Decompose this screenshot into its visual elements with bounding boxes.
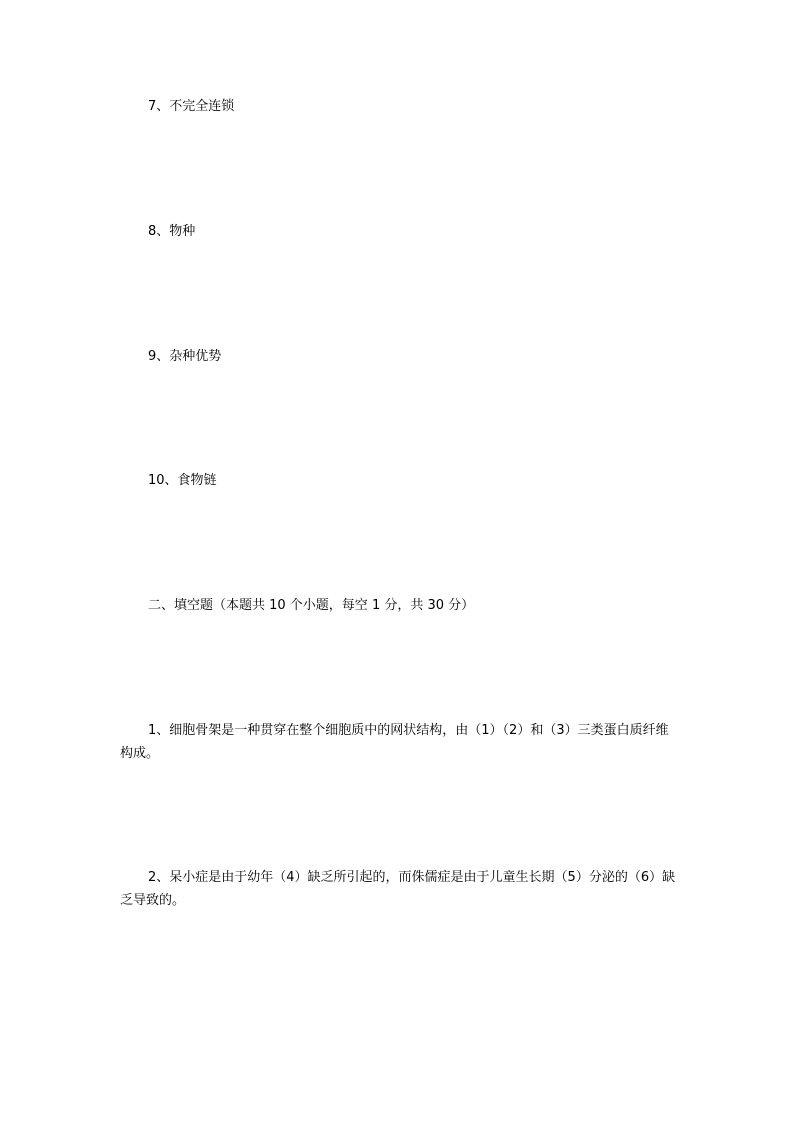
term-7-incomplete-linkage: 7、不完全连锁 [148,99,235,114]
question-1-cytoskeleton: 1、细胞骨架是一种贯穿在整个细胞质中的网状结构，由（1）（2）和（3）三类蛋白质纤维构成。 [120,723,669,761]
term-9-heterosis: 9、杂种优势 [148,349,222,364]
term-10-food-chain: 10、食物链 [148,473,217,488]
question-2-cretinism: 2、呆小症是由于幼年（4）缺乏所引起的，而侏儒症是由于儿童生长期（5）分泌的（6）缺乏导致的。 [120,870,676,908]
section-heading-fill-in-blank: 二、填空题（本题共 10 个小题，每空 1 分，共 30 分） [148,598,475,613]
term-8-species: 8、物种 [148,224,196,239]
